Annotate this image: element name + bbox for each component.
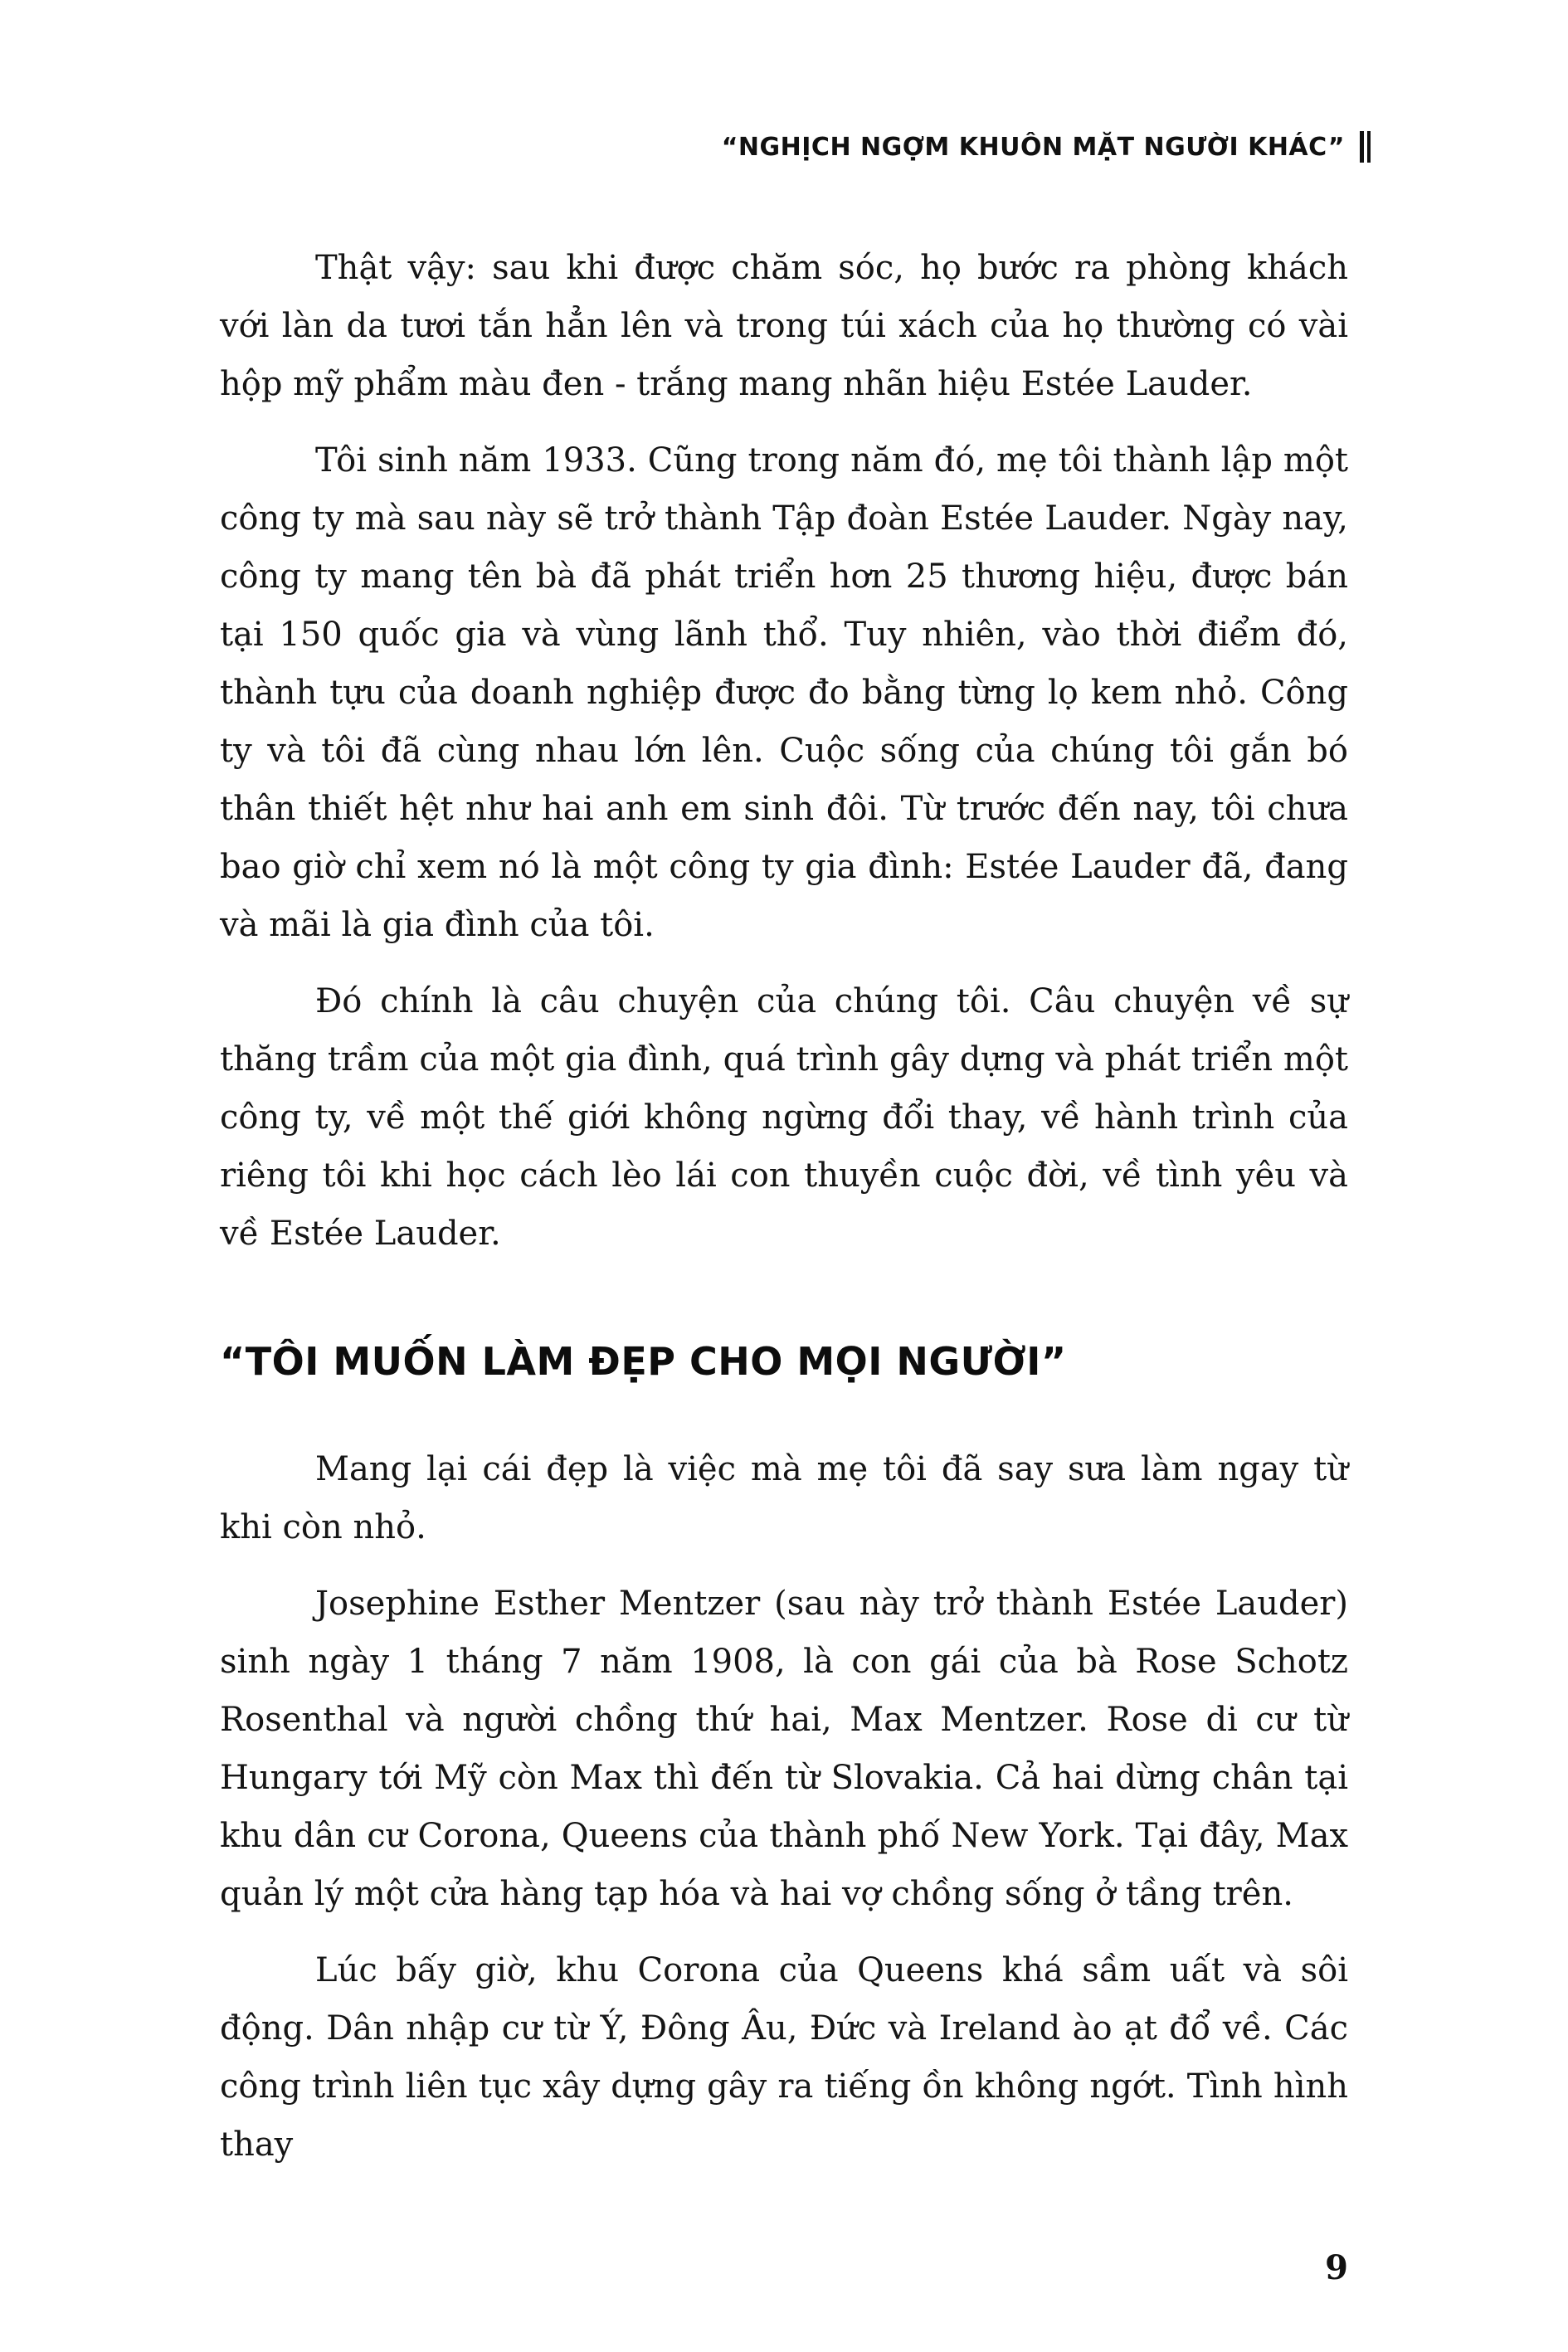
double-bar-ornament — [1360, 131, 1371, 163]
paragraph-intro-1: Thật vậy: sau khi được chăm sóc, họ bước ra phòng khách với làn da tươi tắn hẳn lên và trong túi xách của họ thường có vài hộp mỹ phẩm màu đen - trắng mang nhãn hiệu Estée Lauder. — [220, 249, 1348, 403]
paragraph-section-2: Josephine Esther Mentzer (sau này trở thành Estée Lauder) sinh ngày 1 tháng 7 năm 1908, là con gái của bà Rose Schotz Rosenthal và người chồng thứ hai, Max Mentzer. Rose di cư từ Hungary tới Mỹ còn Max thì đến từ Slovakia. Cả hai dừng chân tại khu dân cư Corona, Queens của thành phố New York. Tại đây, Max quản lý một cửa hàng tạp hóa và hai vợ chồng sống ở tầng trên. — [220, 1585, 1348, 1913]
paragraph-section-1: Mang lại cái đẹp là việc mà mẹ tôi đã say sưa làm ngay từ khi còn nhỏ. — [220, 1450, 1348, 1546]
running-header-title: “NGHỊCH NGỢM KHUÔN MẶT NGƯỜI KHÁC” — [721, 132, 1345, 162]
section-heading: “TÔI MUỐN LÀM ĐẸP CHO MỌI NGƯỜI” — [220, 1339, 1067, 1384]
page-content — [220, 239, 1348, 2192]
paragraph-intro-3: Đó chính là câu chuyện của chúng tôi. Câu chuyện về sự thăng trầm của một gia đình, quá trình gây dựng và phát triển một công ty, về một thế giới không ngừng đổi thay, về hành trình của riêng tôi khi học cách lèo lái con thuyền cuộc đời, về tình yêu và về Estée Lauder. — [220, 982, 1348, 1253]
paragraph-intro-2: Tôi sinh năm 1933. Cũng trong năm đó, mẹ tôi thành lập một công ty mà sau này sẽ trở thành Tập đoàn Estée Lauder. Ngày nay, công ty mang tên bà đã phát triển hơn 25 thương hiệu, được bán tại 150 quốc gia và vùng lãnh thổ. Tuy nhiên, vào thời điểm đó, thành tựu của doanh nghiệp được đo bằng từng lọ kem nhỏ. Công ty và tôi đã cùng nhau lớn lên. Cuộc sống của chúng tôi gắn bó thân thiết hệt như hai anh em sinh đôi. Từ trước đến nay, tôi chưa bao giờ chỉ xem nó là một công ty gia đình: Estée Lauder đã, đang và mãi là gia đình của tôi. — [220, 441, 1348, 944]
paragraph-section-3: Lúc bấy giờ, khu Corona của Queens khá sầm uất và sôi động. Dân nhập cư từ Ý, Đông Âu, Đức và Ireland ào ạt đổ về. Các công trình liên tục xây dựng gây ra tiếng ồn không ngớt. Tình hình thay — [220, 1951, 1348, 2164]
running-header — [722, 131, 1371, 163]
page-number: 9 — [1325, 2248, 1348, 2287]
